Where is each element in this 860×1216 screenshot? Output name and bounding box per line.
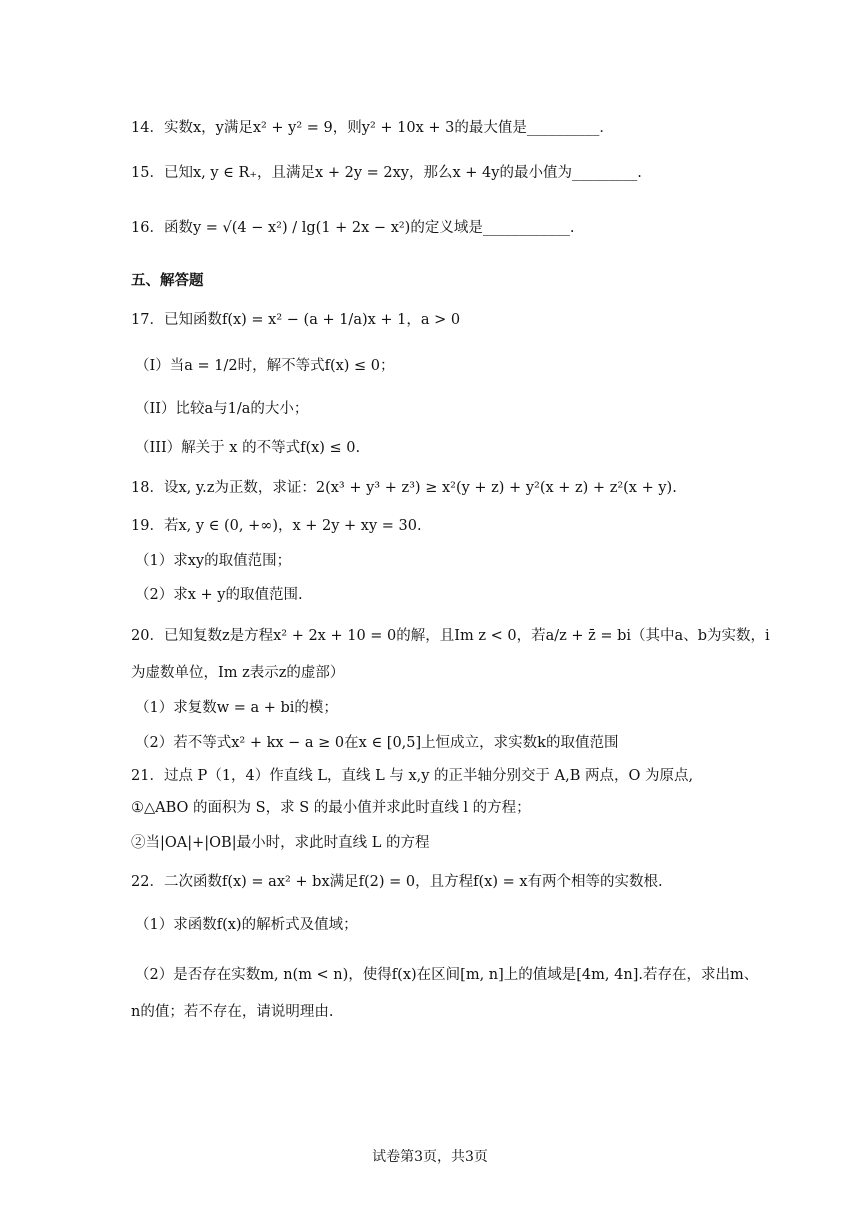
- question-20-continued: 为虚数单位，Im z表示z的虚部）: [131, 665, 345, 681]
- question-22-part-1: （1）求函数f(x)的解析式及值域；: [135, 917, 358, 933]
- question-17-part-1: （I）当a = 1/2时，解不等式f(x) ≤ 0；: [135, 358, 395, 374]
- question-15: 15．已知x, y ∈ R₊，且满足x + 2y = 2xy，那么x + 4y的最小值为_________.: [131, 165, 642, 181]
- question-21: 21．过点 P（1，4）作直线 L，直线 L 与 x,y 的正半轴分别交于 A,B 两点，O 为原点,: [131, 768, 694, 784]
- question-17-part-3: （III）解关于 x 的不等式f(x) ≤ 0.: [135, 440, 361, 456]
- question-21-part-2: ②当|OA|+|OB|最小时，求此时直线 L 的方程: [131, 835, 430, 851]
- question-17: 17．已知函数f(x) = x² − (a + 1/a)x + 1，a > 0: [131, 312, 461, 328]
- question-19-part-2: （2）求x + y的取值范围.: [135, 587, 303, 603]
- question-19: 19．若x, y ∈ (0, +∞)，x + 2y + xy = 30.: [131, 518, 422, 534]
- page-footer: 试卷第3页，共3页: [372, 1149, 488, 1165]
- question-18: 18．设x, y.z为正数，求证：2(x³ + y³ + z³) ≥ x²(y + z) + y²(x + z) + z²(x + y).: [131, 480, 677, 496]
- question-21-part-1: ①△ABO 的面积为 S，求 S 的最小值并求此时直线 l 的方程；: [131, 800, 531, 816]
- question-17-part-2: （II）比较a与1/a的大小；: [135, 401, 309, 417]
- question-22-part-2: （2）是否存在实数m, n(m < n)，使得f(x)在区间[m, n]上的值域是[4m, 4n].若存在，求出m、: [135, 967, 759, 983]
- question-20-part-1: （1）求复数w = a + bi的模；: [135, 700, 338, 716]
- question-16: 16．函数y = √(4 − x²) / lg(1 + 2x − x²)的定义域是____________.: [131, 220, 575, 236]
- question-22: 22．二次函数f(x) = ax² + bx满足f(2) = 0，且方程f(x) = x有两个相等的实数根.: [131, 874, 663, 890]
- question-14: 14．实数x，y满足x² + y² = 9，则y² + 10x + 3的最大值是__________．: [131, 120, 614, 136]
- question-19-part-1: （1）求xy的取值范围；: [135, 553, 292, 569]
- question-22-continued: n的值；若不存在，请说明理由.: [131, 1004, 334, 1020]
- section-heading: 五、解答题: [131, 273, 204, 289]
- question-20-part-2: （2）若不等式x² + kx − a ≥ 0在x ∈ [0,5]上恒成立，求实数k的取值范围: [135, 735, 619, 751]
- question-20: 20．已知复数z是方程x² + 2x + 10 = 0的解，且Im z < 0，若a/z + z̄ = bi（其中a、b为实数，i: [131, 628, 770, 644]
